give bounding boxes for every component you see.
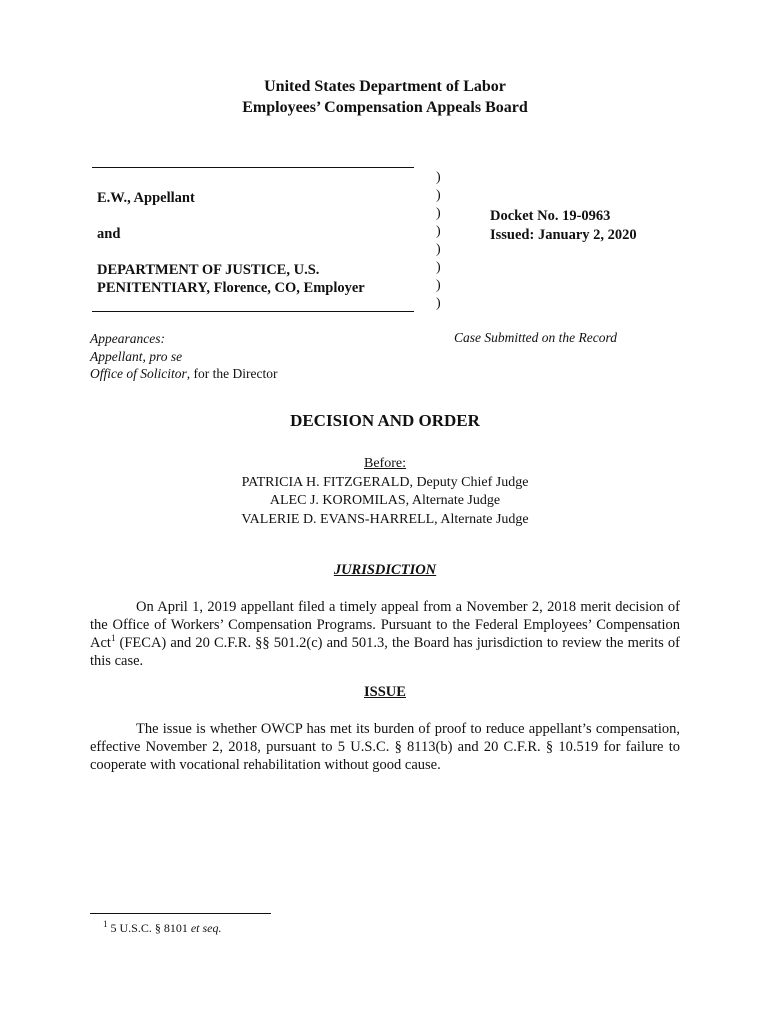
solicitor-office: Office of Solicitor	[90, 366, 187, 381]
docket-number: Docket No. 19-0963	[490, 208, 611, 224]
footnote	[103, 921, 222, 936]
footnote-rule	[90, 913, 271, 914]
solicitor-appearance	[90, 365, 277, 383]
paren: )	[436, 188, 441, 203]
agency-name: United States Department of Labor	[264, 78, 506, 95]
footnote-mark: 1	[103, 919, 108, 929]
caption-bottom-rule	[92, 311, 414, 312]
paren: )	[436, 278, 441, 293]
judge-panel	[0, 455, 770, 529]
paren: )	[436, 242, 441, 257]
board-name: Employees’ Compensation Appeals Board	[242, 99, 528, 116]
caption-parentheses	[436, 169, 441, 313]
submission-note: Case Submitted on the Record	[454, 330, 617, 345]
before-label: Before:	[364, 456, 406, 471]
appellant-name: E.W., Appellant	[97, 190, 195, 206]
paren: )	[436, 206, 441, 221]
appellant-appearance: Appellant, pro se	[90, 348, 183, 364]
caption-top-rule	[92, 167, 414, 168]
paren: )	[436, 170, 441, 185]
jurisdiction-heading: JURISDICTION	[333, 562, 437, 578]
employer-line-1: DEPARTMENT OF JUSTICE, U.S.	[97, 262, 320, 278]
jurisdiction-paragraph	[90, 598, 680, 670]
issued-date: Issued: January 2, 2020	[490, 227, 637, 243]
jurisdiction-text-cont: (FECA) and 20 C.F.R. §§ 501.2(c) and 501.3, the Board has jurisdiction to review the merits of this case.	[90, 635, 680, 669]
footnote-reference[interactable]: 1	[110, 633, 116, 644]
solicitor-role: , for the Director	[186, 366, 278, 381]
footnote-text: 5 U.S.C. § 8101	[107, 921, 191, 935]
appearances-label: Appearances:	[90, 331, 165, 346]
decision-title: DECISION AND ORDER	[290, 411, 480, 430]
jurisdiction-text: On April 1, 2019 appellant filed a timely appeal from a November 2, 2018 merit decision of the Office of Workers’ Compensation Programs. Pursuant to the Federal Employees’ Compensation Act	[90, 599, 680, 651]
paren: )	[436, 260, 441, 275]
judge-name: ALEC J. KOROMILAS, Alternate Judge	[269, 493, 501, 508]
agency-header	[0, 76, 770, 118]
footnote-italic: et seq.	[190, 921, 222, 935]
docket-info	[490, 207, 637, 245]
issue-heading: ISSUE	[364, 684, 406, 700]
judge-name: PATRICIA H. FITZGERALD, Deputy Chief Judge	[241, 474, 529, 490]
judge-name: VALERIE D. EVANS-HARRELL, Alternate Judge	[241, 511, 529, 527]
employer-line-2: PENITENTIARY, Florence, CO, Employer	[97, 280, 365, 296]
caption-and: and	[97, 226, 121, 242]
appearances-block	[90, 330, 277, 383]
paren: )	[436, 224, 441, 239]
employer-name	[97, 261, 365, 297]
paren: )	[436, 296, 441, 311]
issue-paragraph: The issue is whether OWCP has met its burden of proof to reduce appellant’s compensation, effective November 2, 2018, pursuant to 5 U.S.C. § 8113(b) and 20 C.F.R. § 10.519 for failure to cooperate with vocational rehabilitation without good cause.	[90, 721, 680, 773]
